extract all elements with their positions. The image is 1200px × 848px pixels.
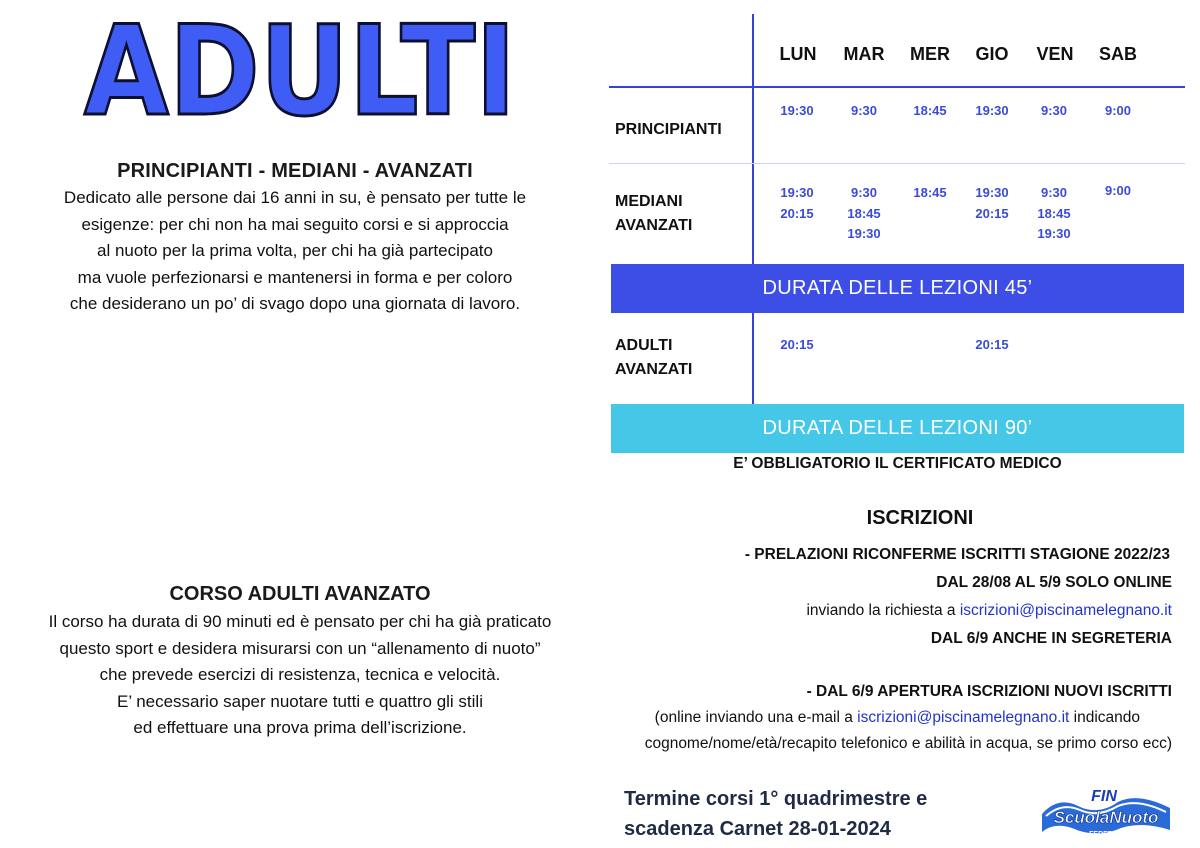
time-cell: 9:30	[1040, 103, 1068, 118]
section-line: che prevede esercizi di resistenza, tecnica e velocità.	[99, 665, 501, 684]
time-cell: 19:30 20:15	[975, 185, 1009, 221]
day-header-gio: GIO	[975, 44, 1009, 64]
duration-45-banner: DURATA DELLE LEZIONI 45’	[611, 264, 1184, 313]
page-title	[80, 0, 520, 144]
time-cell: 9:30	[850, 103, 878, 118]
table-row-divider	[609, 163, 1185, 164]
section-corso-avanzato	[5, 583, 595, 742]
time-cell: 20:15	[780, 337, 814, 352]
day-header-ven: VEN	[1036, 44, 1074, 64]
section-heading: CORSO ADULTI AVANZATO	[169, 583, 431, 605]
section-heading: PRINCIPIANTI - MEDIANI - AVANZATI	[117, 160, 473, 182]
email-link[interactable]: iscrizioni@piscinamelegnano.it	[959, 602, 1172, 619]
table-vertical-rule	[752, 14, 754, 405]
time-cell: 19:30	[780, 103, 814, 118]
logo-fin-text: FIN	[1091, 788, 1117, 805]
section-line: al nuoto per la prima volta, per chi ha già partecipato	[97, 241, 493, 260]
time-cell: 9:00	[1104, 103, 1132, 118]
time-cell: 20:15	[975, 337, 1009, 352]
logo-main-text: ScuolaNuoto	[1053, 808, 1159, 827]
duration-90-banner: DURATA DELLE LEZIONI 90’	[611, 404, 1184, 453]
email-link[interactable]: iscrizioni@piscinamelegnano.it	[857, 709, 1070, 726]
section-line: ed effettuare una prova prima dell’iscrizione.	[133, 718, 467, 737]
row-label-principianti: PRINCIPIANTI	[615, 121, 722, 138]
prelazioni-line: - PRELAZIONI RICONFERME ISCRITTI STAGIONE 2022/23	[744, 546, 1170, 563]
inviando-line: inviando la richiesta a iscrizioni@piscinamelegnano.it	[806, 602, 1172, 619]
online-period-line: DAL 28/08 AL 5/9 SOLO ONLINE	[936, 574, 1172, 591]
time-cell: 9:00	[1104, 183, 1132, 198]
table-header-rule	[609, 86, 1185, 88]
section-line: Dedicato alle persone dai 16 anni in su, è pensato per tutte le	[63, 188, 527, 207]
section-principianti	[20, 160, 570, 318]
page-title-text: ADULTI	[84, 0, 516, 144]
time-cell: 19:30	[975, 103, 1009, 118]
time-cell: 19:30 20:15	[780, 185, 814, 221]
section-line: che desiderano un po’ di svago dopo una giornata di lavoro.	[69, 294, 521, 313]
day-header-sab: SAB	[1098, 44, 1137, 64]
time-cell: 18:45	[913, 185, 947, 200]
section-line: Il corso ha durata di 90 minuti ed è pensato per chi ha già praticato	[48, 612, 552, 631]
time-cell: 9:30 18:45 19:30	[847, 185, 881, 241]
section-line: questo sport e desidera misurarsi con un “allenamento di nuoto”	[59, 638, 541, 658]
termine-corsi: Termine corsi 1° quadrimestre e scadenza Carnet 28-01-2024	[624, 788, 928, 840]
section-line: ma vuole perfezionarsi e mantenersi in forma e per coloro	[77, 267, 513, 287]
row-label-mediani-avanzati: MEDIANI AVANZATI	[615, 193, 693, 234]
day-header-mer: MER	[910, 44, 950, 64]
online-email-line: (online inviando una e-mail a iscrizioni@piscinamelegnano.it indicando	[654, 709, 1140, 726]
day-header-lun: LUN	[779, 44, 817, 64]
dettagli-line: cognome/nome/età/recapito telefonico e abilità in acqua, se primo corso ecc)	[644, 735, 1172, 752]
nuovi-iscritti-line: - DAL 6/9 APERTURA ISCRIZIONI NUOVI ISCRITTI	[806, 683, 1172, 700]
day-header-mar: MAR	[843, 44, 885, 64]
medical-certificate-notice: E’ OBBLIGATORIO IL CERTIFICATO MEDICO	[733, 455, 1062, 472]
time-cell: 9:30 18:45 19:30	[1037, 185, 1071, 241]
iscrizioni-title: ISCRIZIONI	[866, 507, 974, 529]
time-cell: 18:45	[913, 103, 947, 118]
section-line: esigenze: per chi non ha mai seguito corsi e si approccia	[81, 214, 509, 234]
fin-scuolanuoto-logo	[1038, 786, 1176, 840]
logo-sub-text: FEDERALE	[1089, 831, 1127, 838]
segreteria-line: DAL 6/9 ANCHE IN SEGRETERIA	[930, 630, 1172, 647]
section-line: E’ necessario saper nuotare tutti e quattro gli stili	[116, 691, 483, 711]
row-label-adulti-avanzati: ADULTI AVANZATI	[615, 337, 693, 378]
